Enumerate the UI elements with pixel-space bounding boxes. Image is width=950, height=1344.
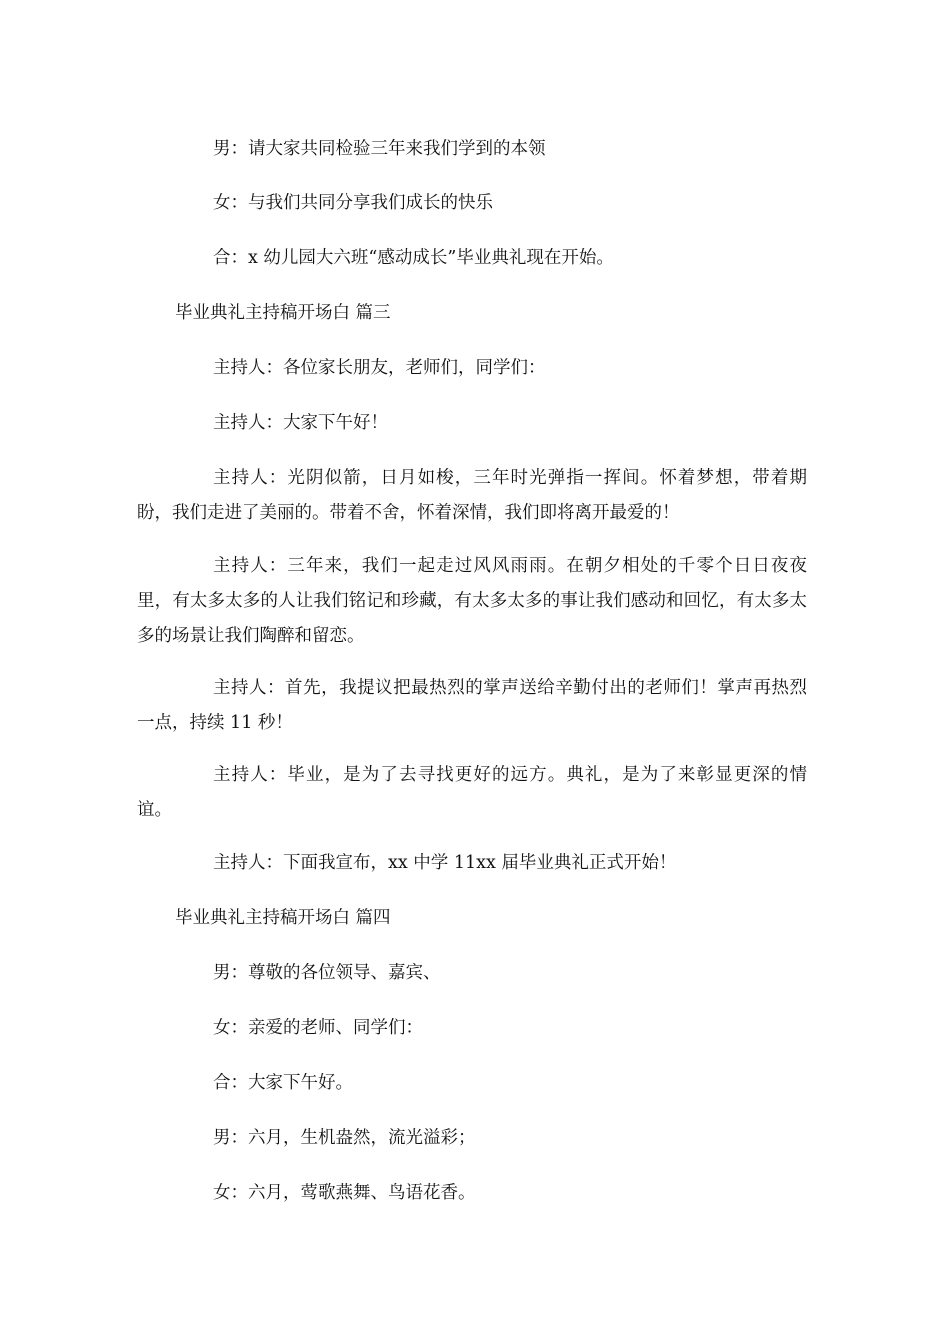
paragraph-host-graduation: 主持人：毕业，是为了去寻找更好的远方。典礼，是为了来彰显更深的情谊。 bbox=[137, 765, 807, 820]
paragraph-female-teachers: 女：亲爱的老师、同学们： bbox=[213, 1018, 423, 1038]
paragraph-host-good-afternoon: 主持人：大家下午好！ bbox=[213, 413, 388, 433]
paragraph-together-afternoon: 合：大家下午好。 bbox=[213, 1073, 353, 1093]
paragraph-together-line-1: 合：x 幼儿园大六班“感动成长”毕业典礼现在开始。 bbox=[213, 248, 614, 268]
paragraph-female-june: 女：六月，莺歌燕舞、鸟语花香。 bbox=[213, 1183, 476, 1203]
paragraph-host-announcement: 主持人：下面我宣布，xx 中学 11xx 届毕业典礼正式开始！ bbox=[213, 853, 677, 873]
paragraph-male-leaders: 男：尊敬的各位领导、嘉宾、 bbox=[213, 963, 441, 983]
paragraph-host-three-years: 主持人：三年来，我们一起走过风风雨雨。在朝夕相处的千零个日日夜夜里，有太多太多的人让我们铭记和珍藏，有太多太多的事让我们感动和回忆，有太多太多的场景让我们陶醉和留恋。 bbox=[137, 556, 807, 646]
section-heading-part-4: 毕业典礼主持稿开场白 篇四 bbox=[175, 908, 391, 928]
paragraph-host-applause: 主持人：首先，我提议把最热烈的掌声送给辛勤付出的老师们！掌声再热烈一点，持续 11 秒！ bbox=[137, 678, 807, 733]
paragraph-female-line-1: 女：与我们共同分享我们成长的快乐 bbox=[213, 193, 493, 213]
paragraph-male-june: 男：六月，生机盎然，流光溢彩； bbox=[213, 1128, 476, 1148]
paragraph-host-time-flies: 主持人：光阴似箭，日月如梭，三年时光弹指一挥间。怀着梦想，带着期盼，我们走进了美丽的。带着不舍，怀着深情，我们即将离开最爱的！ bbox=[137, 468, 807, 523]
section-heading-part-3: 毕业典礼主持稿开场白 篇三 bbox=[175, 303, 391, 323]
paragraph-host-greeting: 主持人：各位家长朋友，老师们，同学们： bbox=[213, 358, 546, 378]
paragraph-male-line-1: 男：请大家共同检验三年来我们学到的本领 bbox=[213, 139, 546, 159]
